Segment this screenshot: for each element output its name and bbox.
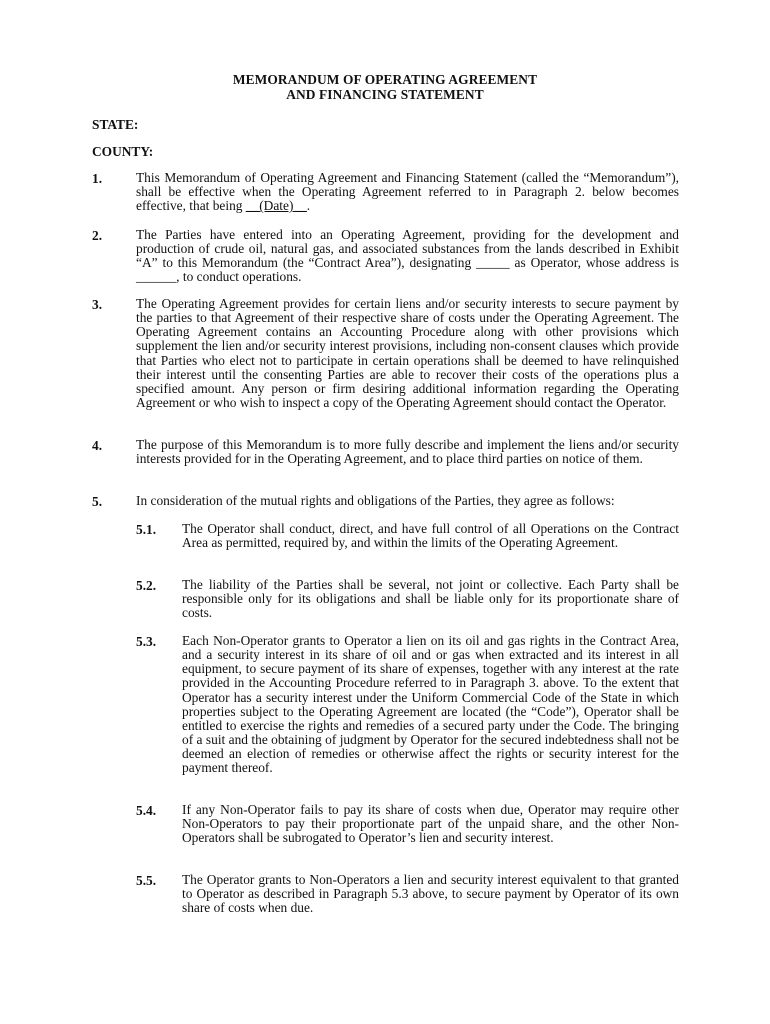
subsection-5-2-paragraph: The liability of the Parties shall be several, not joint or collective. Each Party shall be responsible only for its obligations and shall be liable only for its proportionate share of costs. bbox=[182, 577, 679, 621]
subsection-5-4-paragraph: If any Non-Operator fails to pay its share of costs when due, Operator may require other Non-Operators to pay their proportionate part of the unpaid share, and the other Non-Operators shall be subrogated to Operator’s lien and security interest. bbox=[182, 802, 679, 846]
subsection-number: 5.3. bbox=[136, 634, 157, 649]
subsection-number: 5.5. bbox=[136, 873, 157, 888]
county-label: COUNTY: bbox=[92, 144, 154, 159]
state-label: STATE: bbox=[92, 117, 139, 132]
section-2-paragraph: The Parties have entered into an Operating Agreement, providing for the development and production of crude oil, natural gas, and associated substances from the lands described in Exhibit “A” to this Memorandum (the “Contract Area”), designating _____ as Operator, whose address is ______, to conduct operations. bbox=[136, 227, 679, 285]
section-4-paragraph: The purpose of this Memorandum is to more fully describe and implement the liens and/or security interests provided for in the Operating Agreement, and to place third parties on notice of them. bbox=[136, 437, 679, 467]
section-number: 4. bbox=[92, 438, 103, 453]
section-number: 3. bbox=[92, 297, 103, 312]
section-1-paragraph bbox=[136, 171, 679, 213]
effective-date-blank: __(Date)__ bbox=[245, 198, 307, 214]
subsection-number: 5.2. bbox=[136, 578, 157, 593]
section-1-text: This Memorandum of Operating Agreement and Financing Statement (called the “Memorandum”), shall be effective when the Operating Agreement referred to in Paragraph 2. below becomes effective, that being bbox=[136, 170, 679, 214]
subsection-5-1-paragraph: The Operator shall conduct, direct, and have full control of all Operations on the Contract Area as permitted, required by, and within the limits of the Operating Agreement. bbox=[182, 521, 679, 551]
section-number: 1. bbox=[92, 171, 103, 186]
section-1-end: . bbox=[306, 198, 311, 214]
subsection-5-3-paragraph: Each Non-Operator grants to Operator a lien on its oil and gas rights in the Contract Area, and a security interest in its share of oil and or gas when extracted and its interest in all equipment, to secure payment of its share of expenses, together with any interest at the rate provided in the Accounting Procedure referred to in Paragraph 3. above. To the extent that Operator has a security interest under the Uniform Commercial Code of the State in which properties subject to the Operating Agreement are located (the “Code”), Operator shall be entitled to exercise the rights and remedies of a secured party under the Code. The bringing of a suit and the obtaining of judgment by Operator for the secured indebtedness shall not be deemed an election of remedies or otherwise affect the rights or security interest for the payment thereof. bbox=[182, 633, 679, 776]
subsection-number: 5.4. bbox=[136, 803, 157, 818]
section-5-paragraph: In consideration of the mutual rights and obligations of the Parties, they agree as follows: bbox=[136, 493, 615, 508]
subsection-number: 5.1. bbox=[136, 522, 157, 537]
section-number: 5. bbox=[92, 494, 103, 509]
section-number: 2. bbox=[92, 228, 103, 243]
document-title-line-1: MEMORANDUM OF OPERATING AGREEMENT bbox=[232, 72, 538, 87]
document-title-line-2: AND FINANCING STATEMENT bbox=[286, 87, 484, 102]
subsection-5-5-paragraph: The Operator grants to Non-Operators a lien and security interest equivalent to that granted to Operator as described in Paragraph 5.3 above, to secure payment by Operator of its own share of costs when due. bbox=[182, 872, 679, 916]
section-3-paragraph: The Operating Agreement provides for certain liens and/or security interests to secure payment by the parties to that Agreement of their respective share of costs under the Operating Agreement. The Operating Agreement contains an Accounting Procedure along with other provisions which supplement the lien and/or security interest provisions, including non-consent clauses which provide that Parties who elect not to participate in certain operations shall be deemed to have relinquished their interest until the consenting Parties are able to recover their costs of the operations plus a specified amount. Any person or firm desiring additional information regarding the Operating Agreement or who wish to inspect a copy of the Operating Agreement should contact the Operator. bbox=[136, 296, 679, 411]
